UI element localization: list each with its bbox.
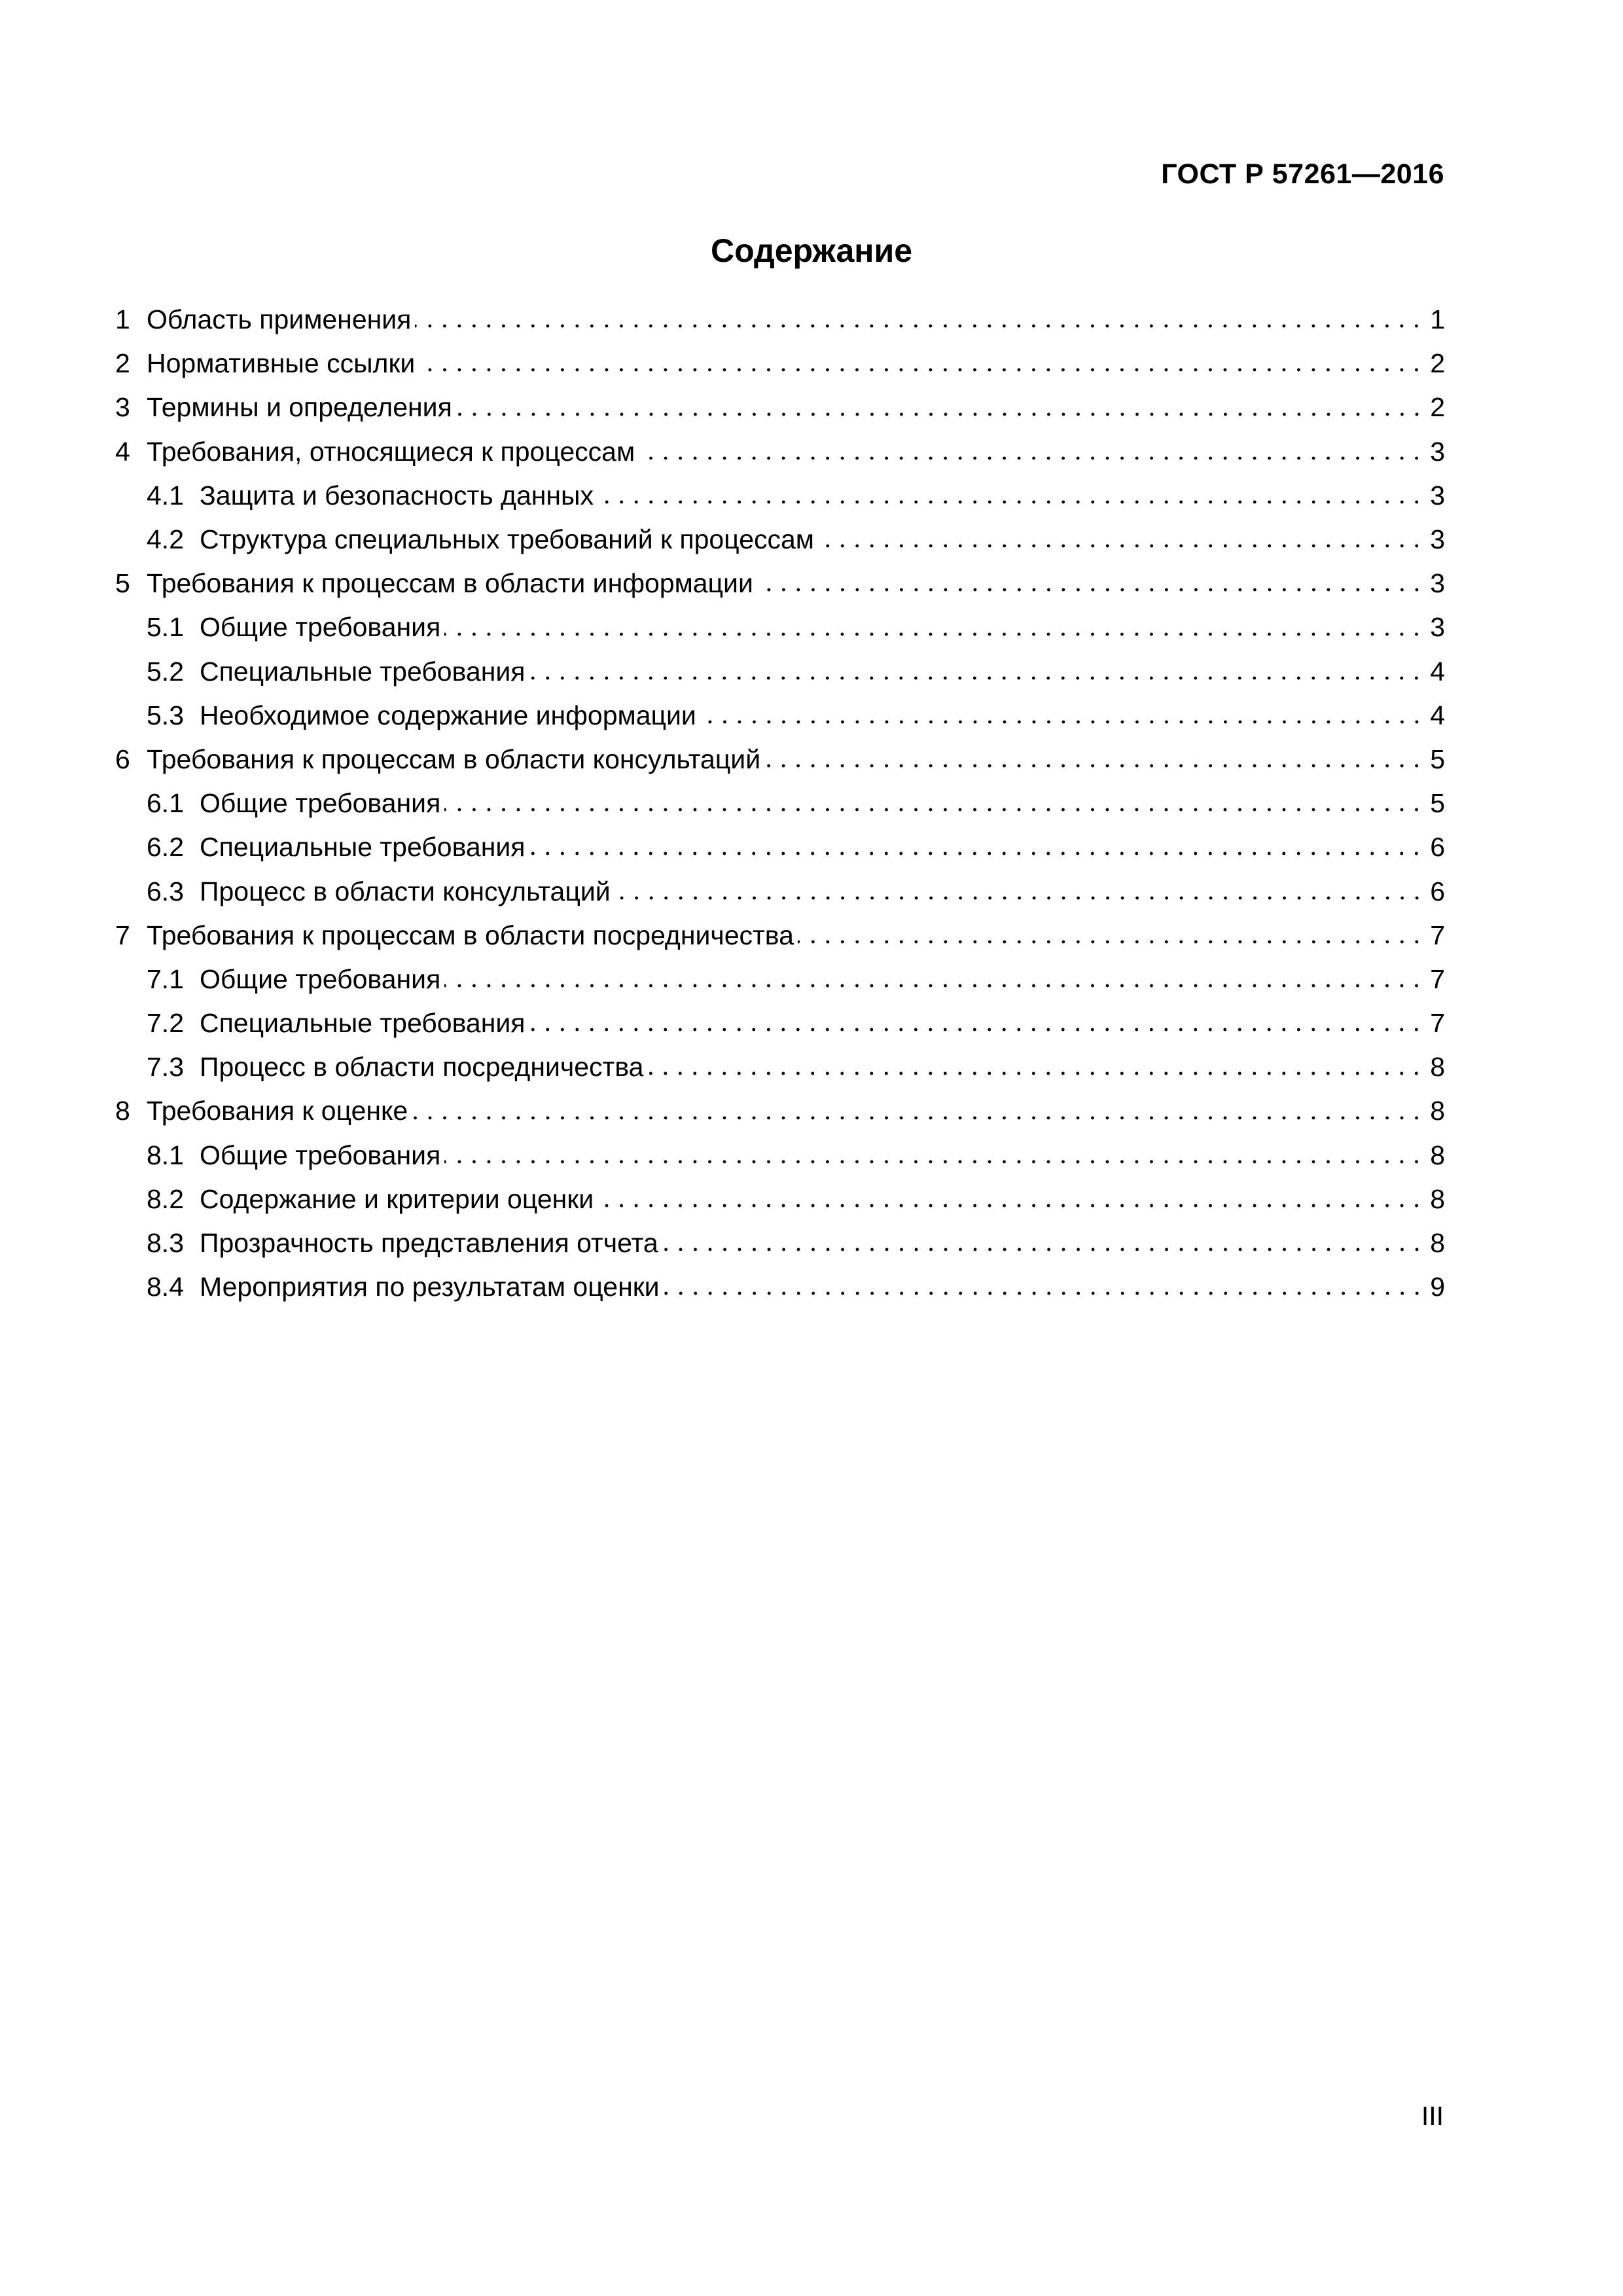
toc-entry[interactable]: [115, 958, 1445, 1001]
toc-entry-page: 7: [1430, 1008, 1445, 1039]
dot-leader: [529, 1023, 1424, 1036]
toc-entry-page: 5: [1430, 744, 1445, 774]
toc-entry-label: Общие требования: [200, 1139, 441, 1170]
toc-entry-page: 6: [1430, 876, 1445, 906]
toc-entry-page: 2: [1430, 348, 1445, 379]
toc-entry-label: Прозрачность представления отчета: [200, 1228, 658, 1259]
toc-entry-label: Общие требования: [200, 612, 441, 643]
toc-entry-number: 4.1: [147, 480, 184, 511]
toc-entry-page: 8: [1430, 1052, 1445, 1083]
toc-entry[interactable]: [115, 386, 1445, 429]
toc-entry-page: 6: [1430, 832, 1445, 863]
toc-entry-number: 7.2: [147, 1008, 184, 1039]
toc-entry[interactable]: [115, 1089, 1445, 1133]
toc-entry-number: 2: [115, 348, 130, 379]
toc-entry-number: 7.3: [147, 1052, 184, 1083]
toc-entry-label: Термины и определения: [147, 392, 452, 423]
toc-entry-label: Область применения: [147, 304, 412, 335]
dot-leader: [456, 408, 1424, 421]
toc-entry[interactable]: [115, 650, 1445, 694]
dot-leader: [700, 715, 1424, 728]
dot-leader: [597, 1199, 1424, 1212]
toc-entry-label: Содержание и критерии оценки: [200, 1183, 594, 1214]
dot-leader: [412, 1111, 1424, 1124]
table-of-contents: [115, 298, 1445, 1309]
toc-entry-number: 7.1: [147, 963, 184, 994]
toc-entry-label: Требования к оценке: [147, 1096, 408, 1126]
page-number: III: [1421, 2101, 1444, 2131]
toc-entry-number: 6: [115, 744, 130, 774]
toc-entry-number: 3: [115, 392, 130, 423]
toc-entry-number: 8.3: [147, 1228, 184, 1259]
toc-entry-number: 6.3: [147, 876, 184, 906]
toc-entry[interactable]: [115, 781, 1445, 825]
document-code: ГОСТ Р 57261—2016: [1161, 158, 1444, 190]
dot-leader: [444, 628, 1424, 641]
dot-leader: [444, 979, 1424, 992]
toc-entry-page: 7: [1430, 963, 1445, 994]
toc-entry-page: 8: [1430, 1096, 1445, 1126]
dot-leader: [664, 1287, 1424, 1300]
toc-entry[interactable]: [115, 1221, 1445, 1265]
toc-entry-number: 8.1: [147, 1139, 184, 1170]
toc-entry-page: 4: [1430, 656, 1445, 687]
toc-entry[interactable]: [115, 298, 1445, 342]
dot-leader: [639, 452, 1424, 465]
toc-entry-number: 8.2: [147, 1183, 184, 1214]
toc-entry-page: 3: [1430, 612, 1445, 643]
toc-entry[interactable]: [115, 430, 1445, 474]
toc-entry[interactable]: [115, 914, 1445, 958]
toc-entry[interactable]: [115, 1177, 1445, 1221]
toc-entry-number: 5.2: [147, 656, 184, 687]
toc-entry-label: Требования, относящиеся к процессам: [147, 436, 635, 467]
toc-entry-label: Нормативные ссылки: [147, 348, 416, 379]
toc-entry-number: 5: [115, 568, 130, 599]
toc-entry-page: 5: [1430, 788, 1445, 819]
dot-leader: [529, 847, 1424, 860]
toc-entry[interactable]: [115, 1265, 1445, 1309]
toc-entry-label: Мероприятия по результатам оценки: [200, 1272, 660, 1302]
dot-leader: [798, 935, 1424, 948]
toc-entry[interactable]: [115, 342, 1445, 386]
toc-entry-label: Общие требования: [200, 963, 441, 994]
dot-leader: [764, 759, 1424, 772]
toc-entry[interactable]: [115, 738, 1445, 781]
toc-entry-number: 6.1: [147, 788, 184, 819]
toc-entry-number: 5.3: [147, 700, 184, 730]
toc-entry[interactable]: [115, 1001, 1445, 1045]
toc-entry-page: 1: [1430, 304, 1445, 335]
dot-leader: [415, 319, 1424, 332]
toc-entry-page: 8: [1430, 1139, 1445, 1170]
dot-leader: [615, 891, 1424, 905]
toc-entry-page: 3: [1430, 480, 1445, 511]
toc-entry[interactable]: [115, 518, 1445, 562]
toc-entry-label: Процесс в области посредничества: [200, 1052, 644, 1083]
toc-entry-page: 2: [1430, 392, 1445, 423]
toc-entry-page: 8: [1430, 1183, 1445, 1214]
toc-entry-number: 4.2: [147, 524, 184, 555]
toc-entry-label: Специальные требования: [200, 656, 526, 687]
toc-entry[interactable]: [115, 605, 1445, 649]
dot-leader: [647, 1067, 1424, 1080]
toc-entry-label: Необходимое содержание информации: [200, 700, 696, 730]
toc-entry-page: 7: [1430, 920, 1445, 950]
dot-leader: [444, 1155, 1424, 1168]
toc-entry-page: 4: [1430, 700, 1445, 730]
toc-entry-number: 1: [115, 304, 130, 335]
dot-leader: [444, 803, 1424, 816]
toc-entry-label: Требования к процессам в области информации: [147, 568, 753, 599]
toc-entry-page: 9: [1430, 1272, 1445, 1302]
toc-entry-number: 5.1: [147, 612, 184, 643]
toc-entry-label: Процесс в области консультаций: [200, 876, 611, 906]
toc-entry-number: 6.2: [147, 832, 184, 863]
toc-entry-label: Требования к процессам в области консультаций: [147, 744, 761, 774]
toc-entry-label: Структура специальных требований к процессам: [200, 524, 814, 555]
toc-entry-page: 3: [1430, 524, 1445, 555]
toc-entry-page: 3: [1430, 436, 1445, 467]
dot-leader: [419, 363, 1424, 376]
toc-entry-number: 7: [115, 920, 130, 950]
toc-entry-page: 8: [1430, 1228, 1445, 1259]
toc-entry[interactable]: [115, 562, 1445, 605]
dot-leader: [662, 1243, 1424, 1256]
toc-entry[interactable]: [115, 1134, 1445, 1177]
dot-leader: [597, 495, 1424, 509]
toc-entry-label: Специальные требования: [200, 1008, 526, 1039]
toc-entry-label: Требования к процессам в области посредничества: [147, 920, 794, 950]
toc-entry[interactable]: [115, 474, 1445, 518]
toc-entry-label: Специальные требования: [200, 832, 526, 863]
toc-entry-page: 3: [1430, 568, 1445, 599]
toc-entry-number: 8.4: [147, 1272, 184, 1302]
dot-leader: [757, 583, 1424, 596]
toc-entry[interactable]: [115, 869, 1445, 913]
toc-entry-number: 4: [115, 436, 130, 467]
toc-entry-label: Общие требования: [200, 788, 441, 819]
page-title: Содержание: [710, 232, 913, 269]
toc-entry-number: 8: [115, 1096, 130, 1126]
toc-entry[interactable]: [115, 694, 1445, 738]
dot-leader: [818, 539, 1424, 552]
toc-entry-label: Защита и безопасность данных: [200, 480, 594, 511]
toc-entry[interactable]: [115, 1045, 1445, 1089]
dot-leader: [529, 672, 1424, 685]
toc-entry[interactable]: [115, 825, 1445, 869]
